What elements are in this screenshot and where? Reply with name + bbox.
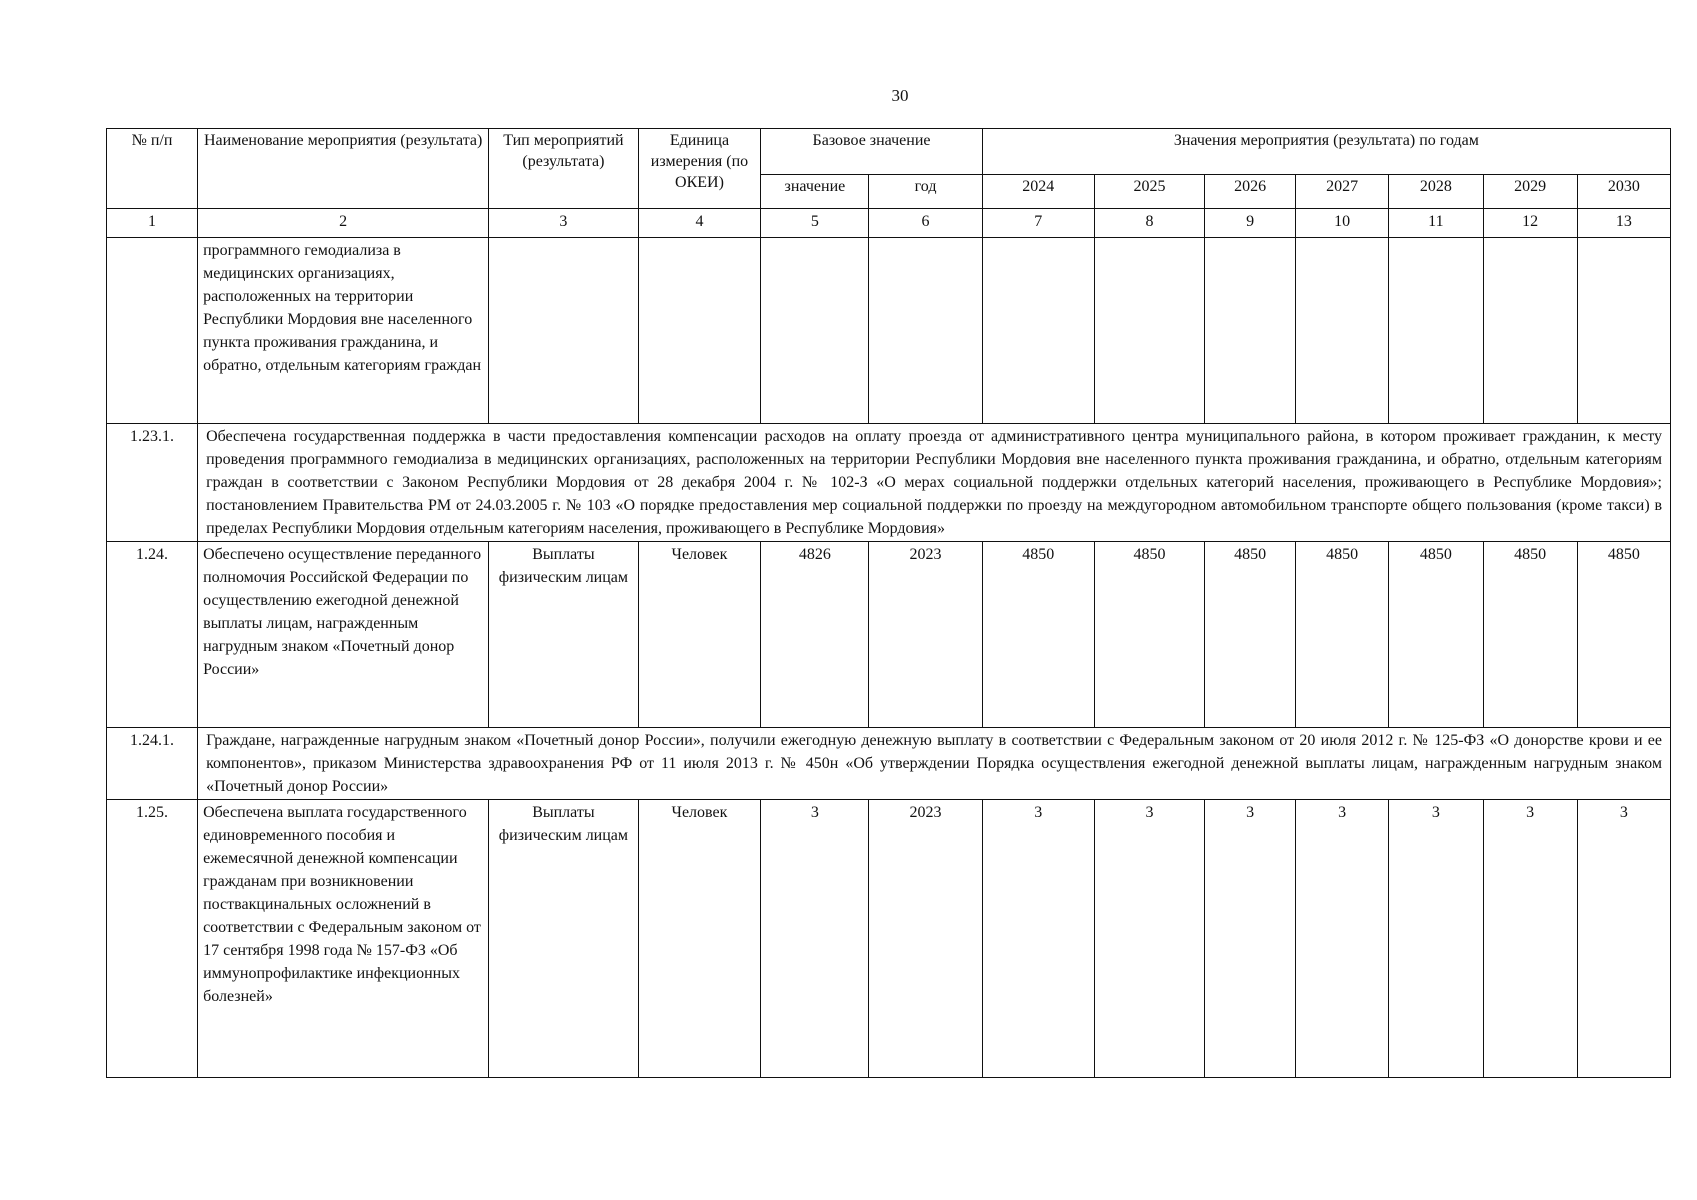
table-row [107,728,1671,800]
header-year: 2027 [1296,175,1389,209]
year-value: 4850 [1296,542,1389,728]
year-value: 3 [1389,800,1483,1078]
row-number [107,238,198,424]
header-year: 2024 [982,175,1094,209]
measure-unit: Человек [638,542,761,728]
header-unit: Единица измерения (по ОКЕИ) [638,129,761,209]
empty-cell [489,238,638,424]
row-number: 1.23.1. [107,424,198,542]
header-year: 2030 [1577,175,1670,209]
header-years: Значения мероприятия (результата) по годам [982,129,1670,175]
row-number: 1.24. [107,542,198,728]
column-number-row [107,209,1671,238]
base-year: 2023 [869,542,982,728]
measure-type: Выплаты физическим лицам [489,800,638,1078]
table-row [107,238,1671,424]
year-value: 4850 [1205,542,1296,728]
measure-name: программного гемодиализа в медицинских организациях, расположенных на территории Республики Мордовия вне населенного пункта проживания гражданина, и обратно, отдельным категориям граждан [198,238,489,424]
measure-unit: Человек [638,800,761,1078]
column-number: 9 [1205,209,1296,238]
year-value: 3 [1205,800,1296,1078]
header-name: Наименование мероприятия (результата) [198,129,489,209]
header-base: Базовое значение [761,129,982,175]
empty-cell [761,238,869,424]
column-number: 5 [761,209,869,238]
column-number: 7 [982,209,1094,238]
header-base-year: год [869,175,982,209]
year-value: 4850 [1483,542,1577,728]
year-value: 4850 [1094,542,1204,728]
column-number: 4 [638,209,761,238]
measure-name: Обеспечено осуществление переданного полномочия Российской Федерации по осуществлению ежегодной денежной выплаты лицам, награжденным нагрудным знаком «Почетный донор России» [198,542,489,728]
measure-name: Обеспечена выплата государственного единовременного пособия и ежемесячной денежной компенсации гражданам при возникновении поствакцинальных осложнений в соответствии с Федеральным законом от 17 сентября 1998 года № 157-ФЗ «Об иммунопрофилактике инфекционных болезней» [198,800,489,1078]
table-row [107,800,1671,1078]
base-value: 4826 [761,542,869,728]
table-row [107,542,1671,728]
column-number: 6 [869,209,982,238]
header-year: 2029 [1483,175,1577,209]
empty-cell [1205,238,1296,424]
table-row [107,424,1671,542]
header-base-value: значение [761,175,869,209]
empty-cell [1577,238,1670,424]
measure-type: Выплаты физическим лицам [489,542,638,728]
empty-cell [1389,238,1483,424]
header-num: № п/п [107,129,198,209]
empty-cell [1296,238,1389,424]
empty-cell [1483,238,1577,424]
column-number: 12 [1483,209,1577,238]
result-description: Обеспечена государственная поддержка в части предоставления компенсации расходов на оплату проезда от административного центра муниципального района, в котором проживает гражданин, к месту проведения программного гемодиализа в медицинских организациях, расположенных на территории Республики Мордовия вне населенного пункта проживания гражданина, и обратно, отдельным категориям граждан в соответствии с Законом Республики Мордовия от 28 декабря 2004 г. № 102-З «О мерах социальной поддержки отдельных категорий населения, проживающего в Республике Мордовия»; постановлением Правительства РМ от 24.03.2005 г. № 103 «О порядке предоставления мер социальной поддержки по проезду на междугородном автомобильном транспорте общего пользования (кроме такси) в пределах Республики Мордовия отдельным категориям населения, проживающего в Республике Мордовия» [198,424,1671,542]
measures-table [106,128,1671,1078]
year-value: 3 [1577,800,1670,1078]
header-year: 2025 [1094,175,1204,209]
empty-cell [869,238,982,424]
header-type: Тип мероприятий (результата) [489,129,638,209]
column-number: 2 [198,209,489,238]
empty-cell [982,238,1094,424]
year-value: 3 [1296,800,1389,1078]
column-number: 10 [1296,209,1389,238]
year-value: 3 [1094,800,1204,1078]
column-number: 3 [489,209,638,238]
page-number: 30 [891,86,909,105]
year-value: 3 [982,800,1094,1078]
header-year: 2028 [1389,175,1483,209]
column-number: 1 [107,209,198,238]
year-value: 3 [1483,800,1577,1078]
year-value: 4850 [982,542,1094,728]
empty-cell [638,238,761,424]
row-number: 1.24.1. [107,728,198,800]
header-year: 2026 [1205,175,1296,209]
base-year: 2023 [869,800,982,1078]
column-number: 13 [1577,209,1670,238]
column-number: 11 [1389,209,1483,238]
empty-cell [1094,238,1204,424]
year-value: 4850 [1389,542,1483,728]
result-description: Граждане, награжденные нагрудным знаком «Почетный донор России», получили ежегодную денежную выплату в соответствии с Федеральным законом от 20 июля 2012 г. № 125-ФЗ «О донорстве крови и ее компонентов», приказом Министерства здравоохранения РФ от 11 июля 2013 г. № 450н «Об утверждении Порядка осуществления ежегодной денежной выплаты лицам, награжденным нагрудным знаком «Почетный донор России» [198,728,1671,800]
column-number: 8 [1094,209,1204,238]
row-number: 1.25. [107,800,198,1078]
year-value: 4850 [1577,542,1670,728]
base-value: 3 [761,800,869,1078]
